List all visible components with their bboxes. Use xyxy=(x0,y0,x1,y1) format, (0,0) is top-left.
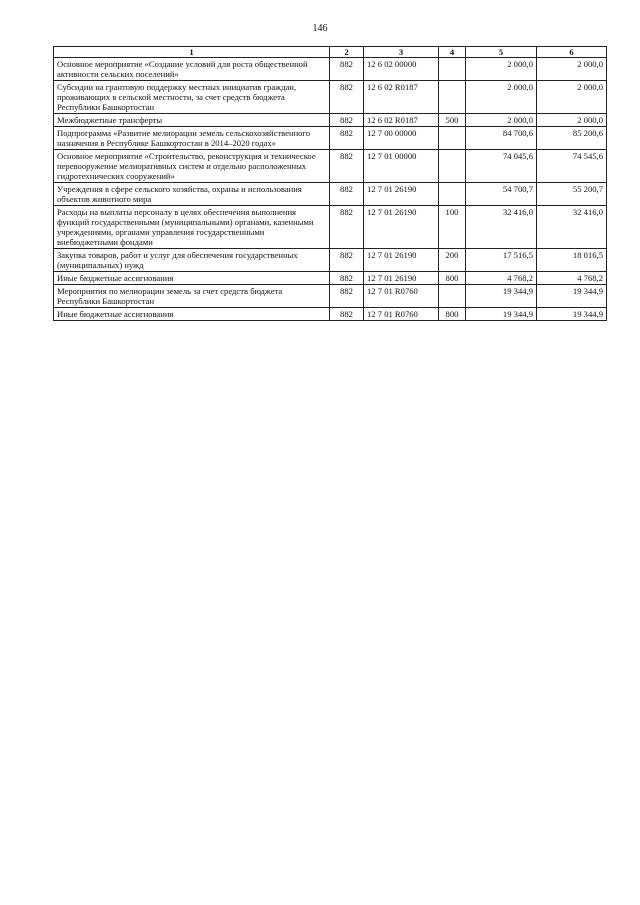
row-admin-code: 882 xyxy=(330,206,364,249)
row-name: Основное мероприятие «Строительство, реконструкция и техническое перевооружение мелиоративных систем и отдельно расположенных гидротехнических сооружений» xyxy=(54,150,330,183)
table-row xyxy=(54,308,607,321)
column-header: 2 xyxy=(330,47,364,58)
row-admin-code: 882 xyxy=(330,127,364,150)
table-row xyxy=(54,127,607,150)
table-row xyxy=(54,249,607,272)
row-admin-code: 882 xyxy=(330,150,364,183)
row-amount-6: 4 768,2 xyxy=(537,272,607,285)
row-amount-6: 55 200,7 xyxy=(537,183,607,206)
row-expense-type xyxy=(439,183,466,206)
budget-table xyxy=(53,46,607,321)
table-row xyxy=(54,114,607,127)
row-expense-type xyxy=(439,58,466,81)
row-amount-5: 2 000,0 xyxy=(466,81,537,114)
table-row xyxy=(54,183,607,206)
row-name: Межбюджетные трансферты xyxy=(54,114,330,127)
row-expense-type: 200 xyxy=(439,249,466,272)
row-amount-6: 85 200,6 xyxy=(537,127,607,150)
row-amount-5: 2 000,0 xyxy=(466,114,537,127)
row-name: Закупка товаров, работ и услуг для обеспечения государственных (муниципальных) нужд xyxy=(54,249,330,272)
column-header: 1 xyxy=(54,47,330,58)
row-target-code: 12 7 01 R0760 xyxy=(364,285,439,308)
row-expense-type: 500 xyxy=(439,114,466,127)
row-amount-6: 19 344,9 xyxy=(537,285,607,308)
column-header: 6 xyxy=(537,47,607,58)
table-row xyxy=(54,81,607,114)
row-name: Основное мероприятие «Создание условий для роста общественной активности сельских поселений» xyxy=(54,58,330,81)
row-name: Субсидии на грантовую поддержку местных инициатив граждан, проживающих в сельской местности, за счет средств бюджета Республики Башкортостан xyxy=(54,81,330,114)
row-name: Иные бюджетные ассигнования xyxy=(54,272,330,285)
row-target-code: 12 6 02 R0187 xyxy=(364,81,439,114)
row-admin-code: 882 xyxy=(330,285,364,308)
row-amount-6: 18 016,5 xyxy=(537,249,607,272)
column-header: 4 xyxy=(439,47,466,58)
table-row xyxy=(54,285,607,308)
row-target-code: 12 7 01 00000 xyxy=(364,150,439,183)
row-admin-code: 882 xyxy=(330,308,364,321)
table-row xyxy=(54,206,607,249)
row-admin-code: 882 xyxy=(330,272,364,285)
row-target-code: 12 7 01 26190 xyxy=(364,183,439,206)
row-amount-6: 2 000,0 xyxy=(537,58,607,81)
table-row xyxy=(54,150,607,183)
row-target-code: 12 6 02 R0187 xyxy=(364,114,439,127)
row-name: Расходы на выплаты персоналу в целях обеспечения выполнения функций государственными (муниципальными) органами, казенными учреждениями, органами управления государственными внебюджетными фондами xyxy=(54,206,330,249)
row-amount-5: 17 516,5 xyxy=(466,249,537,272)
row-expense-type xyxy=(439,150,466,183)
row-amount-5: 74 045,6 xyxy=(466,150,537,183)
row-name: Подпрограмма «Развитие мелиорации земель сельскохозяйственного назначения в Республике Башкортостан в 2014–2020 годах» xyxy=(54,127,330,150)
row-amount-5: 19 344,9 xyxy=(466,285,537,308)
row-target-code: 12 7 01 26190 xyxy=(364,206,439,249)
row-admin-code: 882 xyxy=(330,114,364,127)
row-name: Иные бюджетные ассигнования xyxy=(54,308,330,321)
row-target-code: 12 7 01 26190 xyxy=(364,249,439,272)
row-target-code: 12 6 02 00000 xyxy=(364,58,439,81)
page-number: 146 xyxy=(312,23,328,34)
row-admin-code: 882 xyxy=(330,183,364,206)
row-expense-type xyxy=(439,81,466,114)
row-expense-type: 800 xyxy=(439,272,466,285)
row-amount-5: 2 000,0 xyxy=(466,58,537,81)
row-target-code: 12 7 01 26190 xyxy=(364,272,439,285)
table-row xyxy=(54,58,607,81)
row-amount-5: 19 344,9 xyxy=(466,308,537,321)
row-amount-6: 32 416,0 xyxy=(537,206,607,249)
table-row xyxy=(54,272,607,285)
row-expense-type: 800 xyxy=(439,308,466,321)
row-name: Учреждения в сфере сельского хозяйства, охраны и использования объектов животного мира xyxy=(54,183,330,206)
column-header: 5 xyxy=(466,47,537,58)
table-header-row xyxy=(54,47,607,58)
row-target-code: 12 7 00 00000 xyxy=(364,127,439,150)
row-amount-5: 84 700,6 xyxy=(466,127,537,150)
row-amount-6: 2 000,0 xyxy=(537,81,607,114)
row-amount-6: 2 000,0 xyxy=(537,114,607,127)
row-expense-type xyxy=(439,285,466,308)
row-admin-code: 882 xyxy=(330,81,364,114)
row-expense-type xyxy=(439,127,466,150)
row-expense-type: 100 xyxy=(439,206,466,249)
row-admin-code: 882 xyxy=(330,249,364,272)
row-admin-code: 882 xyxy=(330,58,364,81)
row-amount-6: 19 344,9 xyxy=(537,308,607,321)
column-header: 3 xyxy=(364,47,439,58)
row-amount-6: 74 545,6 xyxy=(537,150,607,183)
row-amount-5: 54 700,7 xyxy=(466,183,537,206)
row-amount-5: 4 768,2 xyxy=(466,272,537,285)
row-name: Мероприятия по мелиорации земель за счет средств бюджета Республики Башкортостан xyxy=(54,285,330,308)
row-target-code: 12 7 01 R0760 xyxy=(364,308,439,321)
row-amount-5: 32 416,0 xyxy=(466,206,537,249)
